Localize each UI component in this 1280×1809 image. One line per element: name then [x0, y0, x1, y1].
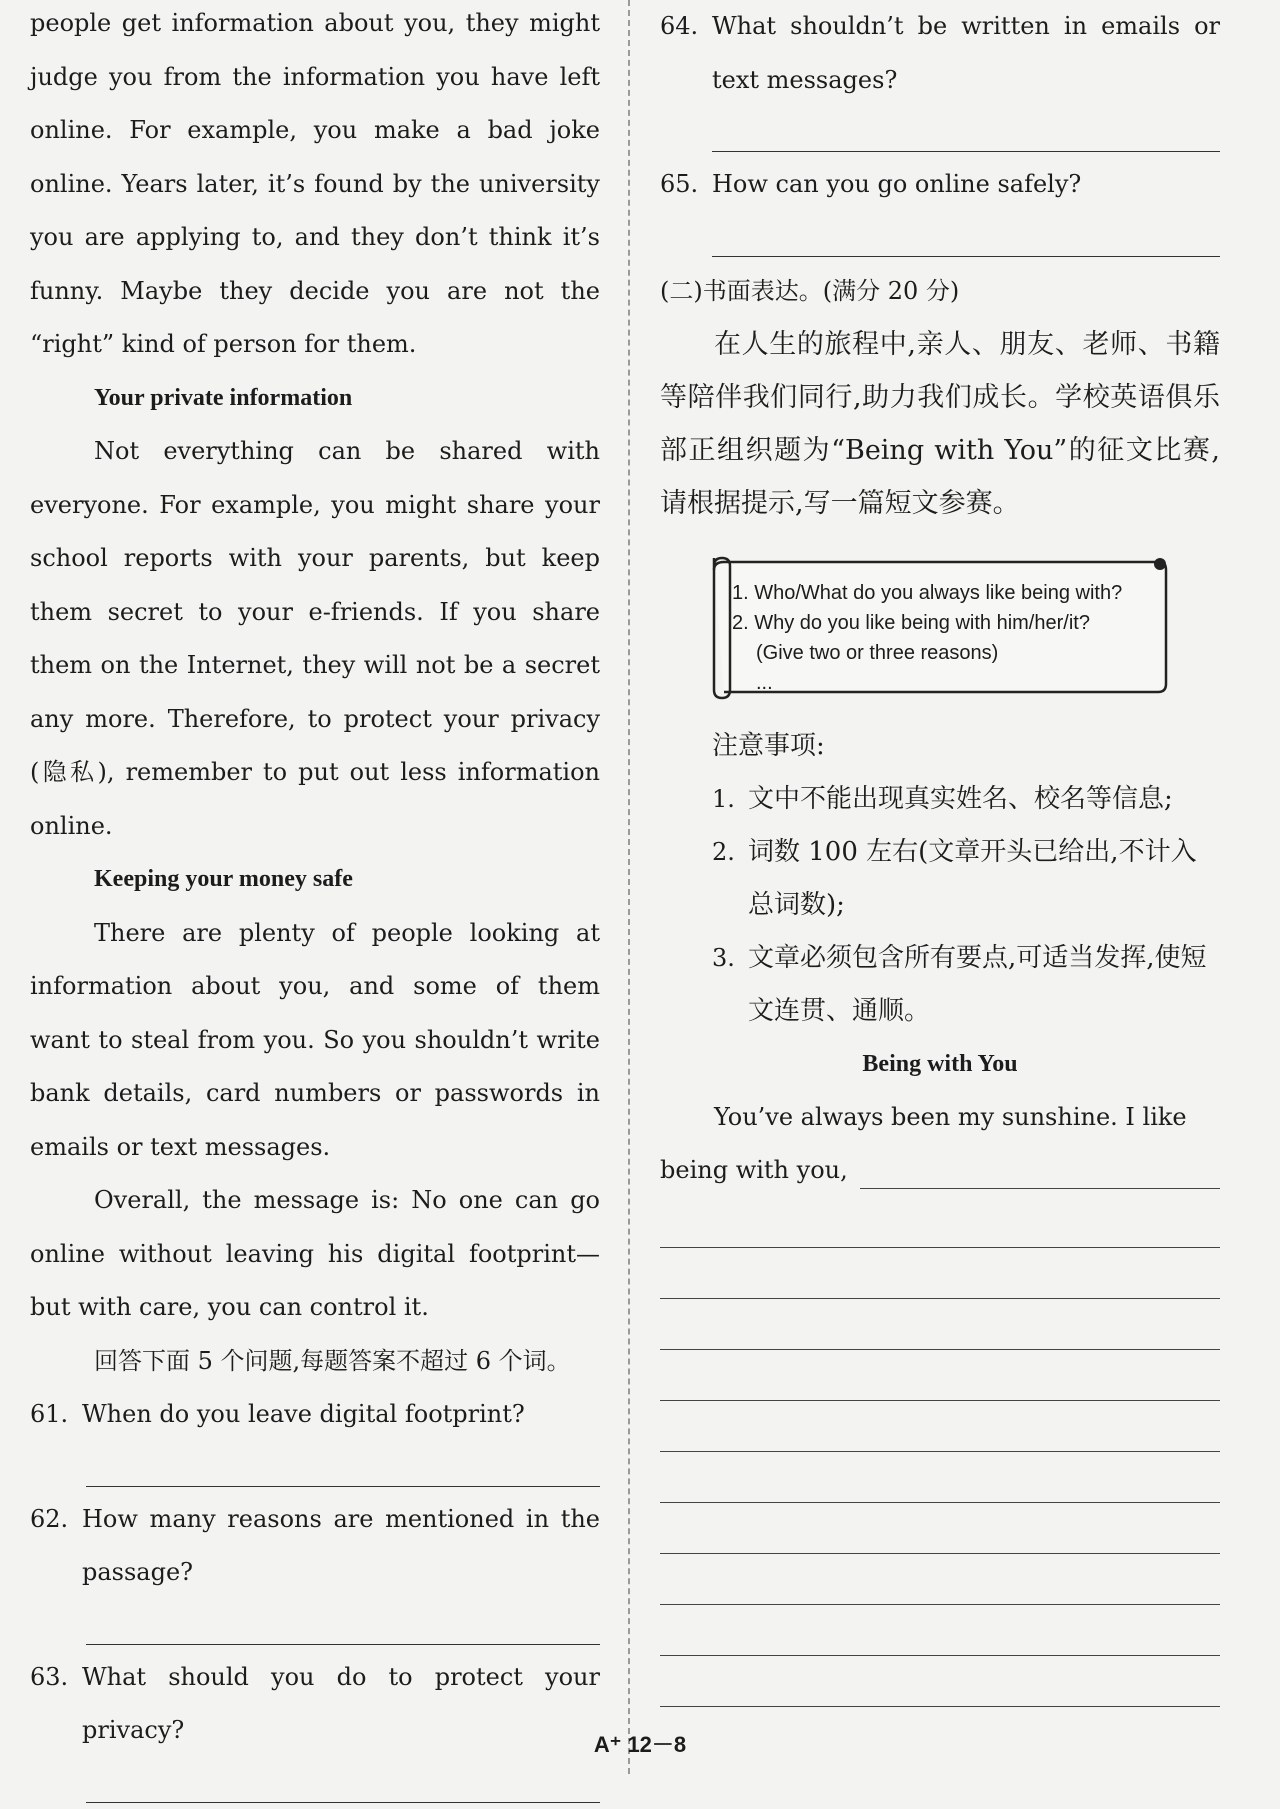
hint-list — [732, 578, 1122, 698]
writing-line[interactable] — [660, 1350, 1220, 1401]
writing-line[interactable] — [860, 1150, 1220, 1189]
essay-opening-text: being with you, — [660, 1155, 848, 1184]
note-number: 1. — [712, 784, 735, 813]
question-text: How can you go online safely? — [712, 170, 1082, 198]
essay-opening-line-2 — [660, 1144, 1220, 1197]
note-text: 文章必须包含所有要点,可适当发挥,使短文连贯、通顺。 — [748, 942, 1207, 1026]
essay-opening-line-1: You’ve always been my sunshine. I like — [714, 1102, 1187, 1131]
answer-line-64[interactable] — [712, 107, 1220, 152]
heading-private-information: Your private information — [94, 384, 353, 411]
note-number: 2. — [712, 837, 735, 866]
writing-line[interactable] — [660, 1197, 1220, 1248]
question-number: 64. — [660, 12, 699, 40]
page-number: A⁺ 12－8 — [593, 1732, 687, 1757]
paragraph-footprint: people get information about you, they might judge you from the information you have left online. For example, you make a bad joke online. Years later, it’s found by the university you are applying to, and they don’t think it’s funny. Maybe they decide you are not the “right” kind of person for them. — [30, 9, 600, 358]
question-62 — [30, 1493, 600, 1645]
question-63 — [30, 1651, 600, 1803]
writing-section-title: (二)书面表达。(满分 20 分) — [660, 276, 960, 305]
writing-line[interactable] — [660, 1605, 1220, 1656]
paragraph-overall: Overall, the message is: No one can go online without leaving his digital footprint—but with care, you can control it. — [30, 1186, 600, 1321]
question-text: How many reasons are mentioned in the passage? — [82, 1504, 600, 1586]
paragraph-money-safe: There are plenty of people looking at information about you, and some of them want to steal from you. So you shouldn’t write bank details, card numbers or passwords in emails or text messages. — [30, 918, 600, 1161]
question-number: 63. — [30, 1662, 69, 1691]
writing-line[interactable] — [660, 1656, 1220, 1707]
answer-line-61[interactable] — [86, 1442, 600, 1487]
notes-title: 注意事项: — [712, 730, 825, 761]
writing-line[interactable] — [660, 1248, 1220, 1299]
note-text: 文中不能出现真实姓名、校名等信息; — [748, 783, 1173, 814]
question-text: When do you leave digital footprint? — [82, 1400, 525, 1428]
answer-line-63[interactable] — [86, 1758, 600, 1803]
writing-prompt: 在人生的旅程中,亲人、朋友、老师、书籍等陪伴我们同行,助力我们成长。学校英语俱乐部正组织题为“Being with You”的征文比赛,请根据提示,写一篇短文参赛。 — [660, 328, 1220, 519]
notes-section — [660, 720, 1220, 1038]
writing-line[interactable] — [660, 1452, 1220, 1503]
paragraph-private-information: Not everything can be shared with everyone. For example, you might share your school reports with your parents, but keep them secret to your e-friends. If you share them on the Internet, they will not be a secret any more. Therefore, to protect your privacy (隐私), remember to put out less information online. — [30, 437, 600, 840]
question-text: What shouldn’t be written in emails or text messages? — [712, 12, 1220, 94]
question-65 — [660, 158, 1220, 257]
question-instruction: 回答下面 5 个问题,每题答案不超过 6 个词。 — [94, 1346, 571, 1375]
column-divider — [628, 0, 630, 1774]
question-64 — [660, 0, 1220, 152]
hint-line: (Give two or three reasons) — [756, 641, 999, 664]
note-item — [712, 932, 1220, 1038]
hint-scroll — [700, 552, 1170, 702]
question-number: 61. — [30, 1400, 69, 1428]
question-text: What should you do to protect your privacy? — [82, 1662, 600, 1744]
writing-line[interactable] — [660, 1554, 1220, 1605]
question-number: 65. — [660, 170, 699, 198]
note-item — [712, 826, 1220, 932]
hint-line: 1. Who/What do you always like being with? — [732, 581, 1123, 604]
question-61 — [30, 1388, 600, 1487]
writing-line[interactable] — [660, 1503, 1220, 1554]
note-text: 词数 100 左右(文章开头已给出,不计入总词数); — [748, 836, 1197, 920]
left-column — [30, 0, 600, 1809]
note-item — [712, 773, 1220, 826]
right-column — [660, 0, 1220, 1707]
question-number: 62. — [30, 1504, 69, 1533]
answer-line-62[interactable] — [86, 1600, 600, 1645]
writing-line[interactable] — [660, 1401, 1220, 1452]
heading-keeping-money-safe: Keeping your money safe — [94, 866, 353, 892]
answer-line-65[interactable] — [712, 212, 1220, 257]
writing-line[interactable] — [660, 1299, 1220, 1350]
hint-line: ... — [756, 671, 773, 694]
hint-line: 2. Why do you like being with him/her/it? — [732, 611, 1090, 634]
note-number: 3. — [712, 943, 735, 972]
essay-title: Being with You — [862, 1050, 1018, 1077]
